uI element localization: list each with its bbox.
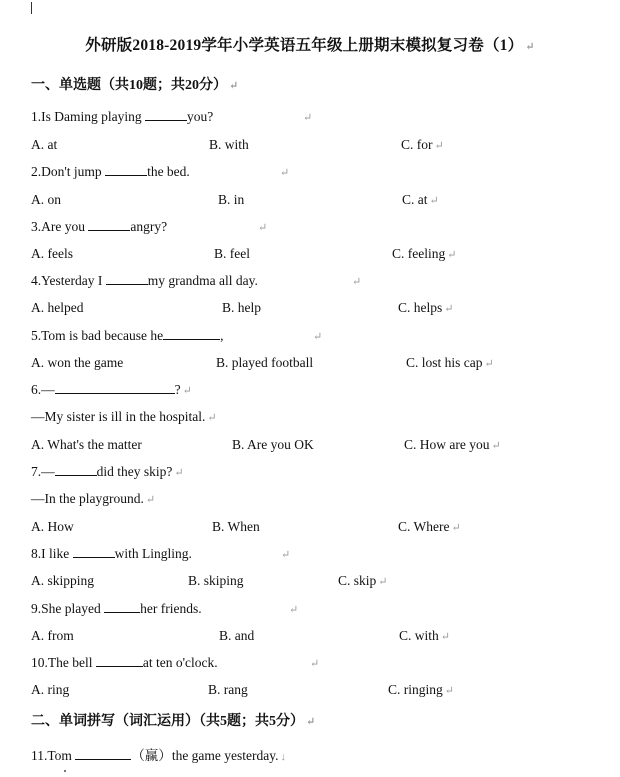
option-2b: B. in xyxy=(218,192,245,207)
option-8c: C. skip ↵ xyxy=(338,573,388,588)
question-9: 9.She played her friends. xyxy=(31,601,202,616)
question-6: 6.— ? ↵ xyxy=(31,382,192,397)
option-5b: B. played football xyxy=(216,355,314,370)
answer-blank xyxy=(73,546,115,558)
option-9b: B. and xyxy=(219,628,255,643)
paragraph-mark: ↵ xyxy=(303,112,313,124)
answer-blank xyxy=(96,655,143,667)
option-5a: A. won the game xyxy=(31,355,124,370)
answer-blank xyxy=(104,601,140,613)
option-4b: B. help xyxy=(222,300,261,315)
question-10: 10.The bell at ten o'clock. xyxy=(31,655,218,670)
answer-blank xyxy=(106,273,148,285)
paragraph-mark: ↵ xyxy=(306,716,316,728)
option-1b: B. with xyxy=(209,137,249,152)
paragraph-mark: ↵ xyxy=(145,494,156,506)
question-7-reply: —In the playground. ↵ xyxy=(31,491,156,506)
option-7c: C. Where ↵ xyxy=(398,519,461,534)
option-2a: A. on xyxy=(31,192,61,207)
question-6-reply: —My sister is ill in the hospital. ↵ xyxy=(31,409,217,424)
option-10b: B. rang xyxy=(208,682,248,697)
question-4: 4.Yesterday I my grandma all day. xyxy=(31,273,258,288)
question-7: 7.— did they skip? ↵ xyxy=(31,464,184,479)
option-3a: A. feels xyxy=(31,246,73,261)
option-4c: C. helps ↵ xyxy=(398,300,454,315)
paragraph-mark: ↵ xyxy=(229,80,239,92)
question-2: 2.Don't jump the bed. xyxy=(31,164,190,179)
answer-blank xyxy=(55,382,175,394)
paragraph-mark: ↵ xyxy=(447,249,457,261)
paragraph-mark: ↵ xyxy=(378,576,388,588)
option-2c: C. at ↵ xyxy=(402,192,439,207)
paragraph-mark: ↵ xyxy=(313,331,323,343)
page-title: 外研版2018-2019学年小学英语五年级上册期末模拟复习卷（1） ↵ xyxy=(85,37,535,54)
paragraph-mark: ↵ xyxy=(429,195,439,207)
paragraph-mark: ↵ xyxy=(289,604,299,616)
paragraph-mark: ↵ xyxy=(207,412,217,424)
question-11: 11.Tom （赢）the game yesterday. ↓ xyxy=(31,748,287,763)
paragraph-mark: ↵ xyxy=(174,467,184,479)
question-3: 3.Are you angry? xyxy=(31,219,168,234)
answer-blank xyxy=(105,164,147,176)
paragraph-mark: ↵ xyxy=(451,522,461,534)
question-5: 5.Tom is bad because he , xyxy=(31,328,224,343)
paragraph-mark: ↵ xyxy=(491,440,501,452)
option-1a: A. at xyxy=(31,137,58,152)
option-9a: A. from xyxy=(31,628,74,643)
option-10a: A. ring xyxy=(31,682,70,697)
line-break-mark: ↓ xyxy=(280,751,287,763)
option-7a: A. How xyxy=(31,519,74,534)
paragraph-mark: ↵ xyxy=(258,222,268,234)
paragraph-mark: ↵ xyxy=(484,358,494,370)
paragraph-mark: ↵ xyxy=(444,685,454,697)
question-1: 1.Is Daming playing you? xyxy=(31,109,214,124)
answer-blank xyxy=(145,109,187,121)
option-8b: B. skiping xyxy=(188,573,244,588)
paragraph-mark: ↵ xyxy=(352,276,362,288)
option-6a: A. What's the matter xyxy=(31,437,142,452)
answer-blank xyxy=(75,748,131,760)
option-9c: C. with ↵ xyxy=(399,628,450,643)
option-5c: C. lost his cap ↵ xyxy=(406,355,494,370)
paragraph-mark: ↵ xyxy=(281,549,291,561)
option-10c: C. ringing ↵ xyxy=(388,682,454,697)
option-1c: C. for ↵ xyxy=(401,137,444,152)
paragraph-mark: ↵ xyxy=(525,41,535,53)
option-6c: C. How are you ↵ xyxy=(404,437,501,452)
paragraph-mark: ↵ xyxy=(310,658,320,670)
answer-blank xyxy=(88,219,130,231)
option-6b: B. Are you OK xyxy=(232,437,314,452)
section-heading-2: 二、单词拼写（词汇运用）（共5题；共5分） ↵ xyxy=(31,714,316,729)
paragraph-mark: ↵ xyxy=(280,167,290,179)
page-dot xyxy=(64,770,66,772)
option-3c: C. feeling ↵ xyxy=(392,246,457,261)
answer-blank xyxy=(55,464,97,476)
question-8: 8.I like with Lingling. xyxy=(31,546,192,561)
option-7b: B. When xyxy=(212,519,260,534)
answer-blank xyxy=(163,328,220,340)
paragraph-mark: ↵ xyxy=(182,385,192,397)
section-heading-1: 一、单选题（共10题；共20分） ↵ xyxy=(31,78,239,93)
text-cursor xyxy=(31,2,32,14)
paragraph-mark: ↵ xyxy=(440,631,450,643)
paragraph-mark: ↵ xyxy=(444,303,454,315)
option-3b: B. feel xyxy=(214,246,250,261)
option-4a: A. helped xyxy=(31,300,84,315)
option-8a: A. skipping xyxy=(31,573,95,588)
paragraph-mark: ↵ xyxy=(434,140,444,152)
